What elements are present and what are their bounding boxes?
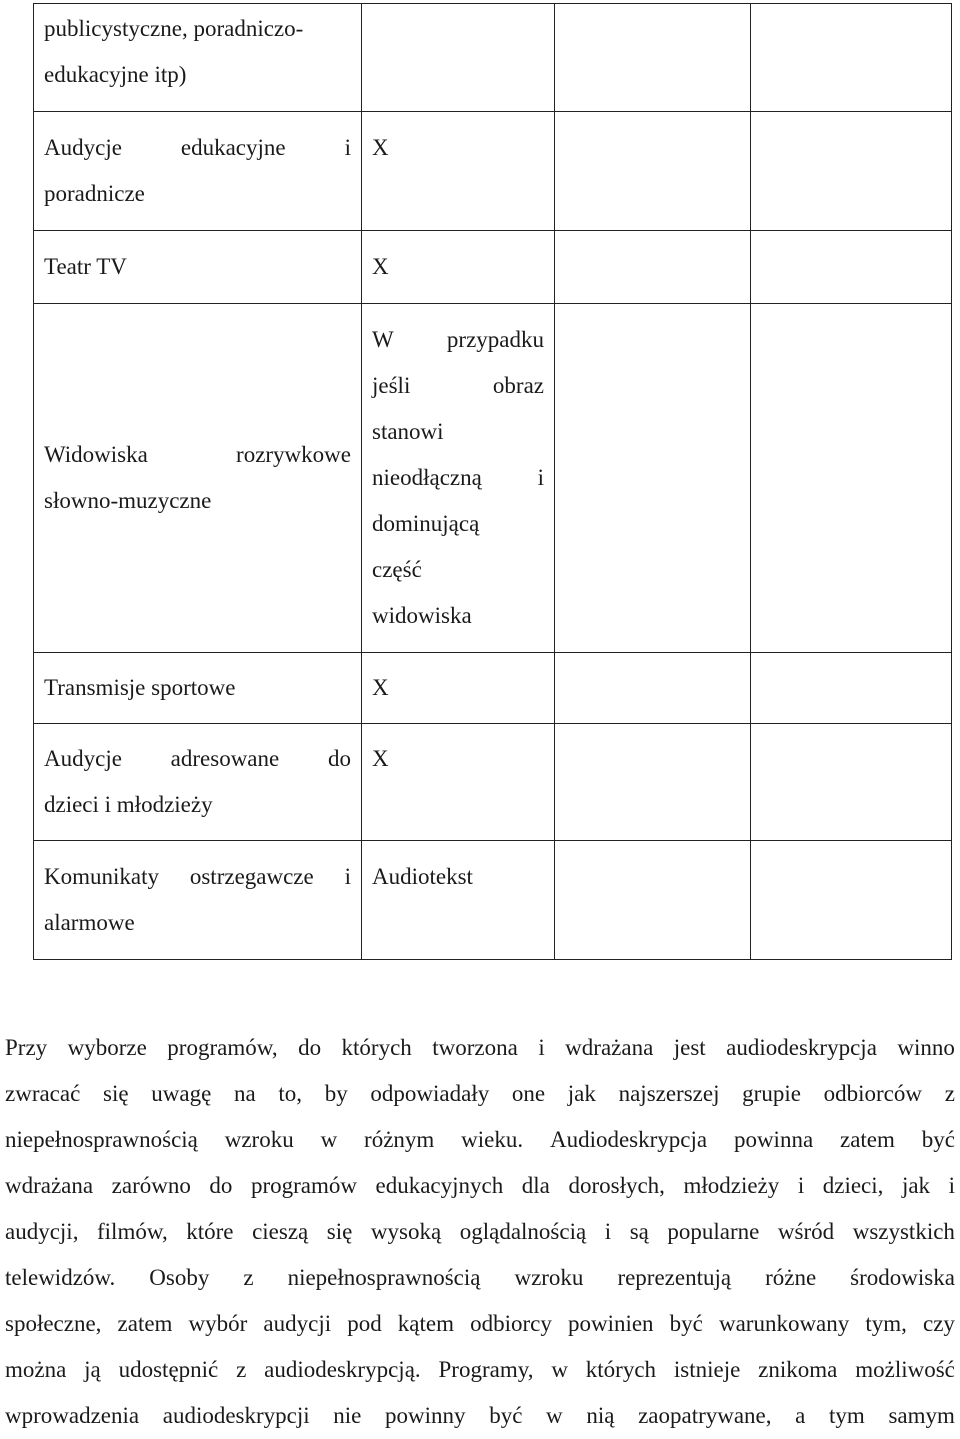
description-cell [362,304,555,653]
empty-cell [555,724,751,841]
word: z [944,1081,955,1106]
word: dzieci, [822,1173,884,1198]
word: zarówno [111,1173,191,1198]
word: są [629,1219,649,1244]
word: możliwość [855,1357,955,1382]
word: niepełnosprawnością [287,1265,481,1290]
paragraph-line [5,1301,955,1347]
paragraph-line [5,1163,955,1209]
word: znikoma [758,1357,838,1382]
cell-line: Audiotekst [372,864,473,889]
program-type-cell [34,304,362,653]
word: audycji, [5,1219,79,1244]
word: w [551,1357,568,1382]
table-row [34,4,952,112]
cell-line: Widowiska rozrywkowe [44,442,351,467]
empty-cell [751,653,952,724]
word: różnym [364,1127,435,1152]
program-type-cell [34,4,362,112]
table-row [34,724,952,841]
word: programów, [167,1035,278,1060]
word: które [186,1219,234,1244]
word: których [585,1357,657,1382]
word: oglądalnością [459,1219,587,1244]
word: udostępnić [118,1357,219,1382]
word: i [604,1219,612,1244]
body-paragraph [5,1025,955,1439]
cell-line: słowno-muzyczne [44,488,212,513]
word: dorosłych, [568,1173,665,1198]
word: różne [765,1265,817,1290]
empty-cell [751,841,952,960]
word: pod [347,1311,382,1336]
word: zaopatrywane, [638,1403,772,1428]
description-cell [362,4,555,112]
word: audiodeskrypcją. [264,1357,421,1382]
cell-line: dominującą [372,511,480,536]
cell-line: Teatr TV [44,254,127,279]
word: to, [278,1081,303,1106]
cell-line: część [372,557,422,582]
word: do [298,1035,322,1060]
table-row [34,112,952,231]
word: dla [521,1173,550,1198]
word: reprezentują [617,1265,732,1290]
description-cell [362,231,555,304]
word: do [209,1173,233,1198]
word: być [669,1311,703,1336]
description-cell [362,653,555,724]
empty-cell [555,841,751,960]
word: i [797,1173,805,1198]
word: kątem [397,1311,454,1336]
word: by [324,1081,348,1106]
word: wszystkich [852,1219,955,1244]
word: czy [922,1311,955,1336]
cell-line: widowiska [372,603,472,628]
empty-cell [555,112,751,231]
word: uwagę [151,1081,212,1106]
word: w [546,1403,563,1428]
word: społeczne, [5,1311,102,1336]
cell-line: poradnicze [44,181,145,206]
word: zatem [117,1311,173,1336]
word: odbiorców [823,1081,922,1106]
word: tworzona [432,1035,518,1060]
cell-line: stanowi [372,419,444,444]
word: tym [829,1403,865,1428]
empty-cell [555,304,751,653]
cell-line: Audycje adresowane do [44,746,351,771]
word: być [921,1127,955,1152]
word: wzroku [514,1265,584,1290]
word: audycji [263,1311,332,1336]
word: wybór [188,1311,248,1336]
cell-line: edukacyjne itp) [44,62,187,87]
word: w [320,1127,338,1152]
cell-line: X [372,675,389,700]
word: Osoby [149,1265,210,1290]
word: z [243,1265,254,1290]
word: zwracać [5,1081,81,1106]
empty-cell [751,112,952,231]
programs-table [33,3,952,960]
paragraph-line [5,1255,955,1301]
word: odpowiadały [370,1081,490,1106]
word: one [511,1081,546,1106]
cell-line: X [372,254,389,279]
paragraph-line [5,1209,955,1255]
word: wśród [777,1219,835,1244]
word: z [236,1357,247,1382]
cell-line: X [372,135,389,160]
cell-line: Audycje edukacyjne i [44,135,351,160]
word: wdrażana [565,1035,654,1060]
word: odbiorcy [470,1311,552,1336]
word: być [489,1403,523,1428]
word: istnieje [673,1357,741,1382]
word: powinien [567,1311,654,1336]
word: programów [250,1173,357,1198]
empty-cell [751,304,952,653]
word: środowiska [850,1265,955,1290]
empty-cell [751,231,952,304]
program-type-cell [34,231,362,304]
description-cell [362,724,555,841]
word: powinna [733,1127,814,1152]
word: i [948,1173,955,1198]
cell-line: dzieci i młodzieży [44,792,213,817]
paragraph-line [5,1117,955,1163]
table-row [34,653,952,724]
word: tym, [865,1311,907,1336]
word: telewidzów. [5,1265,116,1290]
table-row [34,304,952,653]
word: wieku. [461,1127,524,1152]
word: audiodeskrypcji [162,1403,310,1428]
paragraph-line [5,1393,955,1439]
program-type-cell [34,112,362,231]
word: samym [888,1403,955,1428]
word: Przy [5,1035,48,1060]
word: warunkowany [718,1311,850,1336]
empty-cell [555,653,751,724]
word: nią [586,1403,615,1428]
cell-line: publicystyczne, poradniczo- [44,16,304,41]
word: edukacyjnych [375,1173,504,1198]
word: popularne [667,1219,760,1244]
word: wprowadzenia [5,1403,140,1428]
word: młodzieży [683,1173,780,1198]
cell-line: jeśli obraz [372,373,544,398]
word: się [326,1219,353,1244]
cell-line: X [372,746,389,771]
empty-cell [555,4,751,112]
word: cieszą [252,1219,309,1244]
cell-line: Transmisje sportowe [44,675,236,700]
word: wdrażana [5,1173,94,1198]
word: najszerszej [618,1081,720,1106]
program-type-cell [34,653,362,724]
word: się [103,1081,129,1106]
word: winno [897,1035,955,1060]
description-cell [362,841,555,960]
word: jest [673,1035,706,1060]
cell-line: Komunikaty ostrzegawcze i [44,864,351,889]
word: nie [333,1403,362,1428]
word: Audiodeskrypcja [549,1127,708,1152]
paragraph-line [5,1071,955,1117]
program-type-cell [34,724,362,841]
word: wzroku [224,1127,294,1152]
cell-line: nieodłączną i [372,465,544,490]
table-row [34,231,952,304]
word: powinny [385,1403,466,1428]
empty-cell [555,231,751,304]
word: ją [84,1357,101,1382]
word: można [5,1357,67,1382]
word: niepełnosprawnością [5,1127,198,1152]
paragraph-line [5,1347,955,1393]
word: na [233,1081,256,1106]
word: i [538,1035,545,1060]
empty-cell [751,724,952,841]
empty-cell [751,4,952,112]
word: filmów, [97,1219,168,1244]
word: których [341,1035,412,1060]
word: Programy, [438,1357,534,1382]
word: jak [901,1173,931,1198]
word: zatem [840,1127,895,1152]
word: wysoką [370,1219,442,1244]
word: wyborze [67,1035,147,1060]
cell-line: alarmowe [44,910,135,935]
program-type-cell [34,841,362,960]
word: jak [567,1081,596,1106]
table-row [34,841,952,960]
word: a [795,1403,806,1428]
word: audiodeskrypcja [726,1035,877,1060]
word: grupie [742,1081,801,1106]
paragraph-line [5,1025,955,1071]
cell-line: W przypadku [372,327,544,352]
description-cell [362,112,555,231]
